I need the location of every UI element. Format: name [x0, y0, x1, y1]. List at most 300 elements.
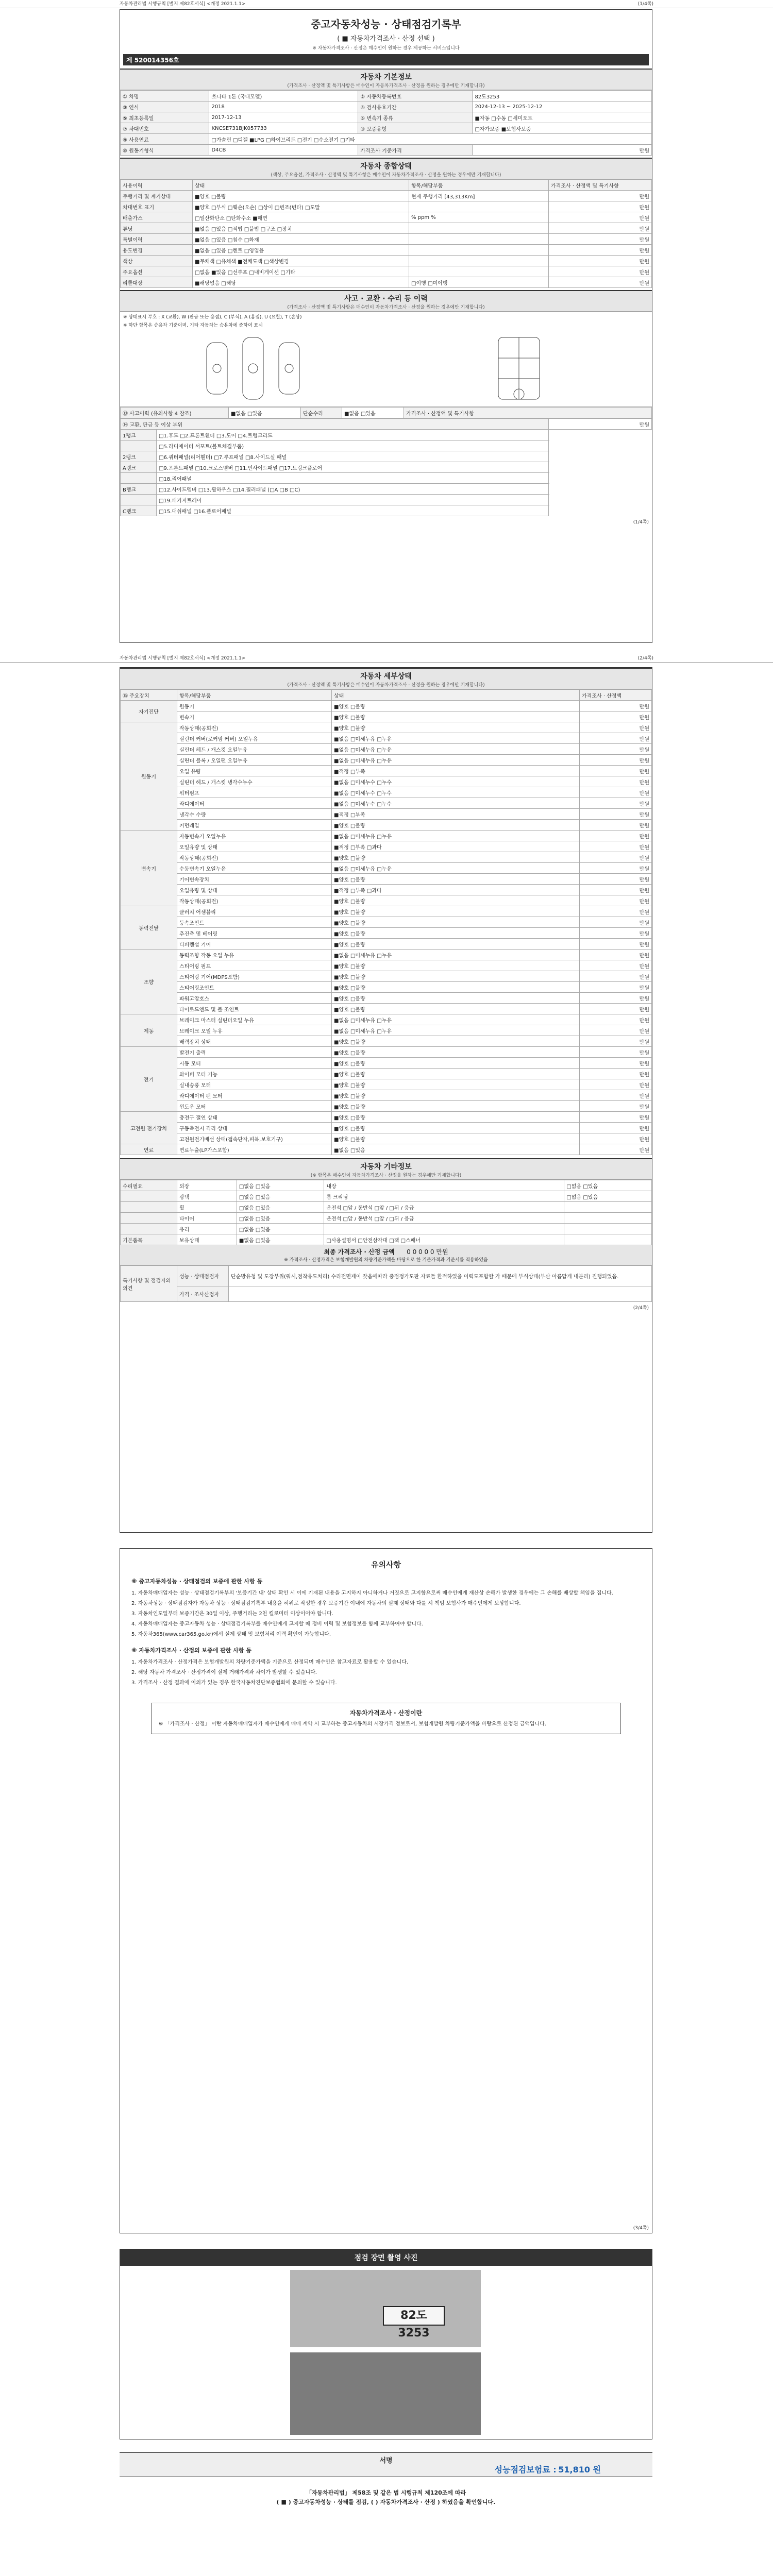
part-price: 만원 — [580, 993, 652, 1004]
label-fuel: ⑨ 사용연료 — [121, 134, 209, 145]
part-price: 만원 — [580, 755, 652, 766]
table-row — [121, 1047, 652, 1058]
page-number: (1/4쪽) — [637, 2, 653, 7]
general-cell: □없음 ■있음 □선루프 □내비게이션 □기타 — [193, 266, 409, 277]
part-status: ■적정 □부족 □과다 — [332, 841, 580, 852]
table-row — [121, 928, 652, 939]
other-cell: 운전석 □앞 / 동반석 □앞 / □뒤 / 응급 — [324, 1213, 564, 1224]
sheet-page-2 — [120, 667, 652, 1533]
general-cell: 주요옵션 — [121, 266, 193, 277]
table-row — [121, 1213, 652, 1224]
other-cell: □사용설명서 □안전삼각대 □잭 □스패너 — [324, 1234, 564, 1245]
general-cell: 리콜대상 — [121, 277, 193, 288]
part-name: 오일 유량 — [177, 766, 332, 776]
table-header-row — [121, 180, 652, 191]
other-cell: 내장 — [324, 1180, 564, 1191]
other-cell: □없음 □있음 — [237, 1224, 324, 1234]
detail-sub: (가격조사 · 산정액 및 특기사항은 매수인이 자동차가격조사 · 산정을 원하는 경우에만 기재합니다) — [287, 683, 485, 688]
table-row — [121, 101, 652, 112]
part-name: 추진축 및 베어링 — [177, 928, 332, 939]
other-cell: 수리필요 — [121, 1180, 177, 1191]
accident-legend: ※ 상태표시 부호 : X (교환), W (판금 또는 용접), C (부식), A (흠집), U (요철), T (손상) — [123, 315, 302, 320]
part-status: ■양호 □불량 — [332, 1079, 580, 1090]
part-status: ■적정 □부족 □과다 — [332, 885, 580, 895]
value-regno: 82도3253 — [473, 91, 652, 101]
device-group: 전기 — [121, 1047, 177, 1112]
part-price: 만원 — [580, 939, 652, 950]
other-cell — [564, 1213, 652, 1224]
table-row — [121, 733, 652, 744]
part-name: 실린더 블록 / 오일팬 오일누유 — [177, 755, 332, 766]
part-name: 커먼레일 — [177, 820, 332, 831]
table-row — [121, 1202, 652, 1213]
general-cell — [409, 256, 549, 266]
part-status: ■양호 □불량 — [332, 917, 580, 928]
table-row — [121, 1112, 652, 1123]
part-status: ■없음 □미세누수 □누수 — [332, 798, 580, 809]
part-name: 파워고압호스 — [177, 993, 332, 1004]
general-cell: 튜닝 — [121, 223, 193, 234]
value-warranty: □자가보증 ■보험사보증 — [473, 123, 652, 134]
part-status: ■양호 □불량 — [332, 1101, 580, 1112]
general-cell: 만원 — [549, 245, 652, 256]
other-cell: 유리 — [177, 1224, 237, 1234]
table-row — [121, 212, 652, 223]
general-cell: 만원 — [549, 266, 652, 277]
other-cell: □없음 □있음 — [237, 1202, 324, 1213]
device-group: 동력전달 — [121, 906, 177, 950]
value-fuel: □가솔린 □디젤 ■LPG □하이브리드 □전기 □수소전기 □기타 — [209, 134, 652, 145]
form-ref: 자동차관리법 시행규칙 [별지 제82호서식] <개정 2021.1.1> — [120, 2, 246, 7]
confirmation-text — [120, 2488, 652, 2507]
table-row — [121, 1090, 652, 1101]
basic-info-title: 자동차 기본정보 — [360, 73, 412, 81]
rank-label — [121, 495, 157, 505]
table-row — [121, 766, 652, 776]
label-base-price: 가격조사 기준가격 — [358, 145, 473, 156]
page-number-2: (2/4쪽) — [637, 656, 653, 661]
part-price: 만원 — [580, 1036, 652, 1047]
label-warranty: ⑧ 보증유형 — [358, 123, 473, 134]
device-group: 연료 — [121, 1144, 177, 1155]
parts-heading: ⑭ 교환, 판금 등 이상 부위 — [121, 419, 549, 430]
notice-item: 2. 자동차성능 · 상태점검자가 자동차 성능 · 상태점검기록부 내용을 허위로 작성한 경우 보증기간 이내에 자동차의 실제 상태와 다를 시 책임 보험사가 매수인에게 보상합니다. — [131, 1601, 521, 1606]
sheet-page-4 — [120, 2249, 652, 2439]
form-ref-2: 자동차관리법 시행규칙 [별지 제82호서식] <개정 2021.1.1> — [120, 656, 246, 661]
table-row — [121, 505, 652, 516]
general-cell: 만원 — [549, 223, 652, 234]
general-cell: 만원 — [549, 212, 652, 223]
part-status: ■양호 □불량 — [332, 928, 580, 939]
other-cell — [121, 1202, 177, 1213]
general-cell: % ppm % — [409, 212, 549, 223]
general-cell: ■양호 □부식 □훼손(오손) □상이 □변조(변타) □도말 — [193, 201, 409, 212]
part-name: 연료누출(LP가스포함) — [177, 1144, 332, 1155]
other-cell: ■없음 □있음 — [237, 1234, 324, 1245]
general-cell: ■양호 □불량 — [193, 191, 409, 201]
table-row — [121, 776, 652, 787]
part-status: ■양호 □불량 — [332, 895, 580, 906]
other-cell: 보유상태 — [177, 1234, 237, 1245]
part-price: 만원 — [580, 722, 652, 733]
part-status: ■양호 □불량 — [332, 993, 580, 1004]
part-name: 충전구 절연 상태 — [177, 1112, 332, 1123]
table-row — [121, 123, 652, 134]
part-price: 만원 — [580, 1123, 652, 1133]
other-cell: □없음 □있음 — [564, 1180, 652, 1191]
value-inspection: 2024-12-13 ~ 2025-12-12 — [473, 101, 652, 112]
rank-label: 2랭크 — [121, 451, 157, 462]
other-cell — [121, 1224, 177, 1234]
other-cell: 광택 — [177, 1191, 237, 1202]
table-row — [121, 809, 652, 820]
part-status: ■양호 □불량 — [332, 1058, 580, 1069]
label-year: ③ 연식 — [121, 101, 209, 112]
part-name: 윈도우 모터 — [177, 1101, 332, 1112]
part-status: ■양호 □불량 — [332, 711, 580, 722]
final-price-title: 최종 가격조사 · 산정 금액 — [324, 1248, 395, 1256]
accident-legend-2: ※ 하단 항목은 승용차 기준이며, 기타 자동차는 승용차에 준하여 표시 — [123, 323, 263, 328]
part-name: 클러치 어셈블리 — [177, 906, 332, 917]
simple-repair-value: ■없음 □있음 — [342, 408, 404, 418]
detail-header — [120, 668, 652, 689]
part-name: 디퍼렌셜 기어 — [177, 939, 332, 950]
label-engine: ⑩ 원동기형식 — [121, 145, 209, 156]
col-price: 가격조사 · 산정액 및 특기사항 — [549, 180, 652, 191]
rank-label: B랭크 — [121, 484, 157, 495]
part-price: 만원 — [580, 766, 652, 776]
other-cell — [564, 1224, 652, 1234]
part-status: ■없음 □미세누유 □누유 — [332, 863, 580, 874]
table-row — [121, 874, 652, 885]
general-cell: 차대번호 표기 — [121, 201, 193, 212]
value-model: 쏘나타 1톤 (국내모델) — [209, 91, 358, 101]
part-price: 만원 — [580, 917, 652, 928]
general-cell: 만원 — [549, 277, 652, 288]
photo-title: 점검 장면 촬영 사진 — [120, 2249, 652, 2266]
general-cell: ■없음 □있음 □적법 □불법 □구조 □장치 — [193, 223, 409, 234]
sheet-page-1 — [120, 9, 652, 643]
part-name: 와이퍼 모터 기능 — [177, 1069, 332, 1079]
part-name: 작동상태(공회전) — [177, 895, 332, 906]
license-plate: 82도 3253 — [383, 2306, 445, 2326]
label-vin: ⑦ 차대번호 — [121, 123, 209, 134]
special-appraiser-text — [229, 1286, 652, 1302]
table-row — [121, 755, 652, 766]
rank-parts: □6.쿼터패널(리어휀더) □7.루프패널 □8.사이드실 패널 — [157, 451, 549, 462]
table-row — [121, 430, 652, 440]
car-diagram — [120, 330, 652, 407]
table-row — [121, 960, 652, 971]
rank-parts: □5.라디에이터 서포트(볼트체결부품) — [157, 440, 549, 451]
page-2 — [0, 654, 773, 663]
rank-parts: □18.리어패널 — [157, 473, 549, 484]
accident-header — [120, 290, 652, 312]
confirmation-line-2: ( ■ ) 중고자동차성능 · 상태를 점검, ( ) 자동차가격조사 · 산정 ) 하였음을 확인합니다. — [276, 2499, 496, 2505]
part-status: ■양호 □불량 — [332, 1133, 580, 1144]
part-name: 워터펌프 — [177, 787, 332, 798]
page-2-header — [0, 654, 773, 663]
part-status: ■양호 □불량 — [332, 852, 580, 863]
page-3-footer: (3/4쪽) — [633, 2226, 649, 2231]
part-price: 만원 — [580, 1004, 652, 1014]
table-row — [121, 1191, 652, 1202]
rank-label: C랭크 — [121, 505, 157, 516]
label-inspection: ④ 검사유효기간 — [358, 101, 473, 112]
part-status: ■없음 □미세누유 □누유 — [332, 950, 580, 960]
part-price: 만원 — [580, 1144, 652, 1155]
part-status: ■양호 □불량 — [332, 1036, 580, 1047]
table-row — [121, 939, 652, 950]
other-cell: 룸 크리닝 — [324, 1191, 564, 1202]
table-row — [121, 1266, 652, 1286]
table-row — [121, 256, 652, 266]
part-name: 작동상태(공회전) — [177, 852, 332, 863]
table-row — [121, 1224, 652, 1234]
basic-info-header — [120, 69, 652, 90]
notice-item: 1. 자동차매매업자는 성능 · 상태점검기록부의 '보증기간 내' 상태 확인 시 이에 기재된 내용을 고지하지 아니하거나 거짓으로 고지함으로써 매수인에게 재산상 손해가 발생한 경우에는 그 손해를 배상할 책임을 집니다. — [131, 1590, 613, 1596]
doc-title: 중고자동차성능 · 상태점검기록부 — [310, 18, 461, 30]
part-name: 타이로드엔드 및 볼 조인트 — [177, 1004, 332, 1014]
general-cell: □이행 □미이행 — [409, 277, 549, 288]
general-cell: 배출가스 — [121, 212, 193, 223]
label-model: ① 차명 — [121, 91, 209, 101]
part-price: 만원 — [580, 701, 652, 711]
part-status: ■양호 □불량 — [332, 1123, 580, 1133]
part-price: 만원 — [580, 950, 652, 960]
rank-parts: □12.사이드멤버 □13.휠하우스 □14.필러패널 (□A □B □C) — [157, 484, 549, 495]
part-status: ■없음 □미세누수 □누수 — [332, 776, 580, 787]
table-row — [121, 1133, 652, 1144]
other-table — [120, 1180, 652, 1245]
basic-info-table — [120, 90, 652, 156]
value-transmission: ■자동 □수동 □세미오토 — [473, 112, 652, 123]
general-state-table — [120, 179, 652, 288]
table-row — [121, 798, 652, 809]
other-cell: □없음 □있음 — [564, 1191, 652, 1202]
notice-section-1: ※ 중고자동차성능 · 상태점검의 보증에 관한 사항 등 — [131, 1578, 263, 1585]
part-price: 만원 — [580, 809, 652, 820]
part-price: 만원 — [580, 874, 652, 885]
other-cell: □없음 □있음 — [237, 1191, 324, 1202]
other-cell: 기본품목 — [121, 1234, 177, 1245]
other-cell: 휠 — [177, 1202, 237, 1213]
general-cell: 용도변경 — [121, 245, 193, 256]
table-row — [121, 950, 652, 960]
outer-panel-diagram — [196, 332, 310, 404]
appraisal-explain-box — [151, 1703, 621, 1734]
part-price: 만원 — [580, 1069, 652, 1079]
part-name: 오일유량 및 상태 — [177, 841, 332, 852]
table-row — [121, 1079, 652, 1090]
part-price: 만원 — [580, 885, 652, 895]
other-cell: □없음 □있음 — [237, 1213, 324, 1224]
registration-number: 제 520014356호 — [123, 54, 649, 65]
table-row — [121, 277, 652, 288]
part-name: 동력조향 작동 오일 누유 — [177, 950, 332, 960]
part-name: 변속기 — [177, 711, 332, 722]
table-row — [121, 408, 652, 418]
part-status: ■양호 □불량 — [332, 820, 580, 831]
table-row — [121, 191, 652, 201]
part-status: ■없음 □미세누유 □누유 — [332, 1025, 580, 1036]
sheet-page-3 — [120, 1548, 652, 2233]
page-header — [0, 0, 773, 8]
general-cell: 주행거리 및 계기상태 — [121, 191, 193, 201]
part-name: 자동변속기 오일누유 — [177, 831, 332, 841]
table-row — [121, 982, 652, 993]
part-price: 만원 — [580, 711, 652, 722]
part-name: 작동상태(공회전) — [177, 722, 332, 733]
general-cell: 만원 — [549, 191, 652, 201]
part-price: 만원 — [580, 971, 652, 982]
part-status: ■양호 □불량 — [332, 1004, 580, 1014]
table-row — [121, 1101, 652, 1112]
value-engine: D4CB — [209, 145, 358, 156]
part-price: 만원 — [580, 960, 652, 971]
notice-list-1 — [131, 1589, 641, 1639]
part-status: ■양호 □불량 — [332, 701, 580, 711]
general-cell: ■없음 □있음 □침수 □화재 — [193, 234, 409, 245]
value-base-price: 만원 — [473, 145, 652, 156]
table-row — [121, 234, 652, 245]
value-year: 2018 — [209, 101, 358, 112]
part-price: 만원 — [580, 831, 652, 841]
part-status: ■양호 □불량 — [332, 1047, 580, 1058]
insurance-fee-label: 성능점검보험료 : — [494, 2465, 557, 2475]
part-status: ■없음 □있음 — [332, 1144, 580, 1155]
table-row — [121, 885, 652, 895]
notice-body — [120, 1577, 652, 1687]
table-row — [121, 831, 652, 841]
table-row — [121, 91, 652, 101]
notice-item: 1. 자동차가격조사 · 산정가격은 보험개발원의 차량기준가액을 기준으로 산정되며 매수인은 참고자료로 활용할 수 있습니다. — [131, 1659, 409, 1665]
notice-item: 4. 자동차매매업자는 중고자동차 성능 · 상태점검기록부를 매수인에게 고지할 때 정비 이력 및 보험정보를 함께 교부하여야 합니다. — [131, 1621, 423, 1627]
other-header — [120, 1158, 652, 1180]
device-group: 자기진단 — [121, 701, 177, 722]
table-row — [121, 1286, 652, 1302]
part-price: 만원 — [580, 1112, 652, 1123]
other-cell — [121, 1191, 177, 1202]
table-row — [121, 701, 652, 711]
part-price: 만원 — [580, 1090, 652, 1101]
part-price: 만원 — [580, 1133, 652, 1144]
part-price: 만원 — [580, 852, 652, 863]
general-cell: ■없음 □있음 □렌트 □영업용 — [193, 245, 409, 256]
general-cell: □일산화탄소 □탄화수소 ■매연 — [193, 212, 409, 223]
label-transmission: ⑥ 변속기 종류 — [358, 112, 473, 123]
doc-subtitle: ( ■ 자동차가격조사 · 산정 선택 ) — [337, 35, 435, 43]
part-price: 만원 — [580, 1101, 652, 1112]
notice-item: 5. 자동차365(www.car365.go.kr)에서 실제 상태 및 보험처리 이력 확인이 가능합니다. — [131, 1632, 331, 1637]
part-status: ■양호 □불량 — [332, 939, 580, 950]
part-status: ■없음 □미세누유 □누유 — [332, 755, 580, 766]
notice-item: 2. 해당 자동차 가격조사 · 산정가격이 실제 거래가격과 차이가 발생할 수 있습니다. — [131, 1670, 317, 1675]
general-cell: 특별이력 — [121, 234, 193, 245]
other-cell — [564, 1234, 652, 1245]
other-cell: □없음 □있음 — [237, 1180, 324, 1191]
table-row — [121, 495, 652, 505]
part-status: ■양호 □불량 — [332, 1112, 580, 1123]
general-cell: ■무채색 □유채색 ■전체도색 □색상변경 — [193, 256, 409, 266]
rank-label: A랭크 — [121, 462, 157, 473]
table-row — [121, 906, 652, 917]
other-cell — [121, 1213, 177, 1224]
photo-engine — [290, 2352, 481, 2435]
table-row — [121, 451, 652, 462]
part-name: 구동축전지 격리 상태 — [177, 1123, 332, 1133]
general-cell — [409, 245, 549, 256]
other-cell: 운전석 □앞 / 동반석 □앞 / □뒤 / 응급 — [324, 1202, 564, 1213]
label-regno: ② 자동차등록번호 — [358, 91, 473, 101]
part-price: 만원 — [580, 1047, 652, 1058]
col-detail-price: 가격조사 · 산정액 — [580, 690, 652, 701]
table-row — [121, 1036, 652, 1047]
general-cell: 현재 주행거리 [43,313Km] — [409, 191, 549, 201]
part-price: 만원 — [580, 1025, 652, 1036]
part-status: ■적정 □부족 — [332, 766, 580, 776]
rank-label — [121, 440, 157, 451]
notice-title: 유의사항 — [371, 1560, 401, 1569]
general-state-title: 자동차 종합상태 — [360, 162, 412, 171]
rank-parts: □15.대쉬패널 □16.플로어패널 — [157, 505, 549, 516]
part-price: 만원 — [580, 928, 652, 939]
part-status: ■없음 □미세누유 □누유 — [332, 744, 580, 755]
part-name: 실린더 헤드 / 개스킷 냉각수누수 — [177, 776, 332, 787]
table-row — [121, 917, 652, 928]
table-row — [121, 1025, 652, 1036]
notice-list-2 — [131, 1658, 641, 1687]
special-appraiser: 가격 · 조사산정자 — [177, 1286, 229, 1302]
page-2-footer: (2/4쪽) — [633, 1306, 649, 1311]
accident-history-value: ■없음 □있음 — [229, 408, 301, 418]
table-row — [121, 841, 652, 852]
col-device: ⑮ 주요장치 — [121, 690, 177, 701]
rank-parts: □1.후드 □2.프론트휀더 □3.도어 □4.트렁크리드 — [157, 430, 549, 440]
other-title: 자동차 기타정보 — [360, 1163, 412, 1171]
confirmation-line-1: 「자동차관리법」 제58조 및 같은 법 시행규칙 제120조에 따라 — [306, 2489, 466, 2496]
accident-title: 사고 · 교환 · 수리 등 이력 — [344, 295, 428, 303]
part-name: 스티어링조인트 — [177, 982, 332, 993]
accident-history-label: ⑬ 사고이력 (유의사항 4 참조) — [121, 408, 229, 418]
notice-item: 3. 자동차인도일부터 보증기간은 30일 이상, 주행거리는 2천 킬로미터 이상이어야 합니다. — [131, 1611, 334, 1617]
part-status: ■양호 □불량 — [332, 1090, 580, 1101]
rank-label — [121, 473, 157, 484]
other-cell: 외장 — [177, 1180, 237, 1191]
other-cell — [564, 1202, 652, 1213]
insurance-fee — [495, 2463, 601, 2475]
part-price: 만원 — [580, 787, 652, 798]
table-row — [121, 440, 652, 451]
part-status: ■양호 □불량 — [332, 1069, 580, 1079]
part-name: 실린더 헤드 / 개스킷 오일누유 — [177, 744, 332, 755]
general-cell: ■해당없음 □해당 — [193, 277, 409, 288]
table-row — [121, 971, 652, 982]
table-row — [121, 473, 652, 484]
part-price: 만원 — [580, 906, 652, 917]
special-table — [120, 1265, 652, 1302]
doc-note: ※ 자동차가격조사 · 산정은 매수인이 원하는 경우 제공하는 서비스입니다 — [312, 46, 460, 51]
notice-item: 3. 가격조사 · 산정 결과에 이의가 있는 경우 한국자동차진단보증협회에 문의할 수 있습니다. — [131, 1680, 337, 1686]
part-name: 브레이크 오일 누유 — [177, 1025, 332, 1036]
special-label: 특기사항 및 점검자의 의견 — [121, 1266, 177, 1302]
table-header-row — [121, 690, 652, 701]
part-price: 만원 — [580, 1079, 652, 1090]
rank-table — [120, 418, 652, 516]
part-status: ■없음 □미세누유 □누유 — [332, 733, 580, 744]
part-name: 스티어링 펌프 — [177, 960, 332, 971]
frame-diagram — [462, 332, 576, 404]
